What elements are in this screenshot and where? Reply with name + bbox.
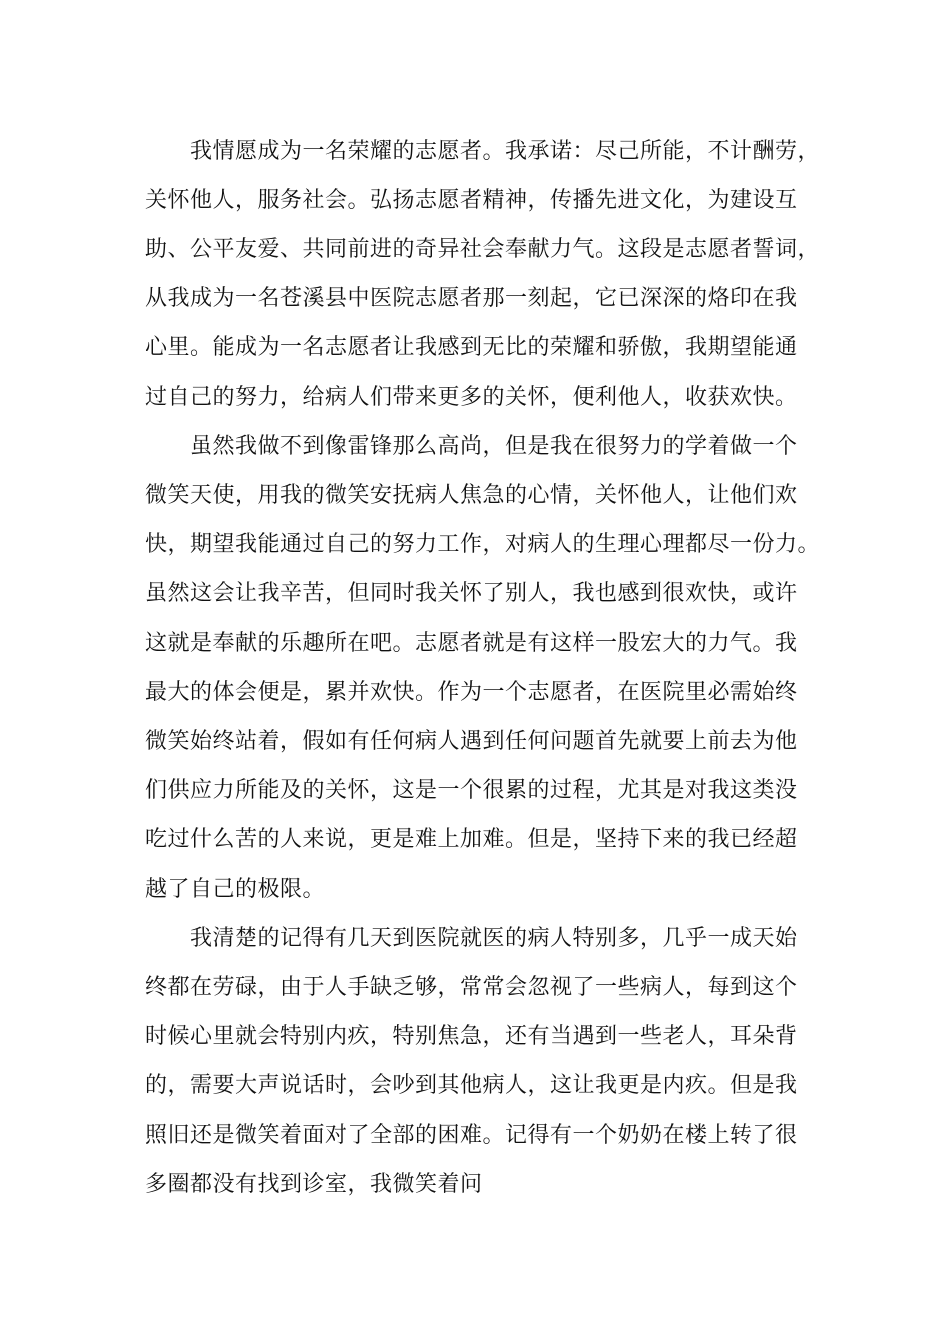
paragraph-1-line-3: 助、公平友爱、共同前进的奇异社会奉献力气。这段是志愿者誓词， bbox=[145, 237, 821, 262]
paragraph-3-line-4: 的，需要大声说话时，会吵到其他病人，这让我更是内疚。但是我 bbox=[145, 1073, 798, 1098]
paragraph-2-line-2: 微笑天使，用我的微笑安抚病人焦急的心情，关怀他人，让他们欢 bbox=[145, 483, 798, 508]
paragraph-2-line-3: 快，期望我能通过自己的努力工作，对病人的生理心理都尽一份力。 bbox=[145, 532, 821, 557]
paragraph-1-line-4: 从我成为一名苍溪县中医院志愿者那一刻起，它已深深的烙印在我 bbox=[145, 286, 798, 311]
paragraph-3-line-2: 终都在劳碌，由于人手缺乏够，常常会忽视了一些病人，每到这个 bbox=[145, 975, 798, 1000]
paragraph-2-line-8: 们供应力所能及的关怀，这是一个很累的过程，尤其是对我这类没 bbox=[145, 778, 798, 803]
paragraph-3-line-3: 时候心里就会特别内疚，特别焦急，还有当遇到一些老人，耳朵背 bbox=[145, 1024, 798, 1049]
paragraph-2-line-10: 越了自己的极限。 bbox=[145, 877, 326, 902]
paragraph-2-line-6: 最大的体会便是，累并欢快。作为一个志愿者，在医院里必需始终 bbox=[145, 680, 798, 705]
paragraph-2-line-7: 微笑始终站着，假如有任何病人遇到任何问题首先就要上前去为他 bbox=[145, 729, 798, 754]
paragraph-3-line-1: 我清楚的记得有几天到医院就医的病人特别多，几乎一成天始 bbox=[190, 926, 798, 951]
paragraph-3-line-6: 多圈都没有找到诊室，我微笑着问 bbox=[145, 1172, 483, 1197]
paragraph-1-line-5: 心里。能成为一名志愿者让我感到无比的荣耀和骄傲，我期望能通 bbox=[145, 335, 798, 360]
paragraph-3-line-5: 照旧还是微笑着面对了全部的困难。记得有一个奶奶在楼上转了很 bbox=[145, 1123, 798, 1148]
paragraph-2-line-5: 这就是奉献的乐趣所在吧。志愿者就是有这样一股宏大的力气。我 bbox=[145, 631, 798, 656]
paragraph-2-line-4: 虽然这会让我辛苦，但同时我关怀了别人，我也感到很欢快，或许 bbox=[145, 581, 798, 606]
paragraph-2-line-1: 虽然我做不到像雷锋那么高尚，但是我在很努力的学着做一个 bbox=[190, 434, 798, 459]
paragraph-2-line-9: 吃过什么苦的人来说，更是难上加难。但是，坚持下来的我已经超 bbox=[145, 827, 798, 852]
paragraph-1-line-6: 过自己的努力，给病人们带来更多的关怀，便利他人，收获欢快。 bbox=[145, 385, 798, 410]
paragraph-1-line-1: 我情愿成为一名荣耀的志愿者。我承诺：尽己所能，不计酬劳， bbox=[190, 139, 821, 164]
paragraph-1-line-2: 关怀他人，服务社会。弘扬志愿者精神，传播先进文化，为建设互 bbox=[145, 188, 798, 213]
